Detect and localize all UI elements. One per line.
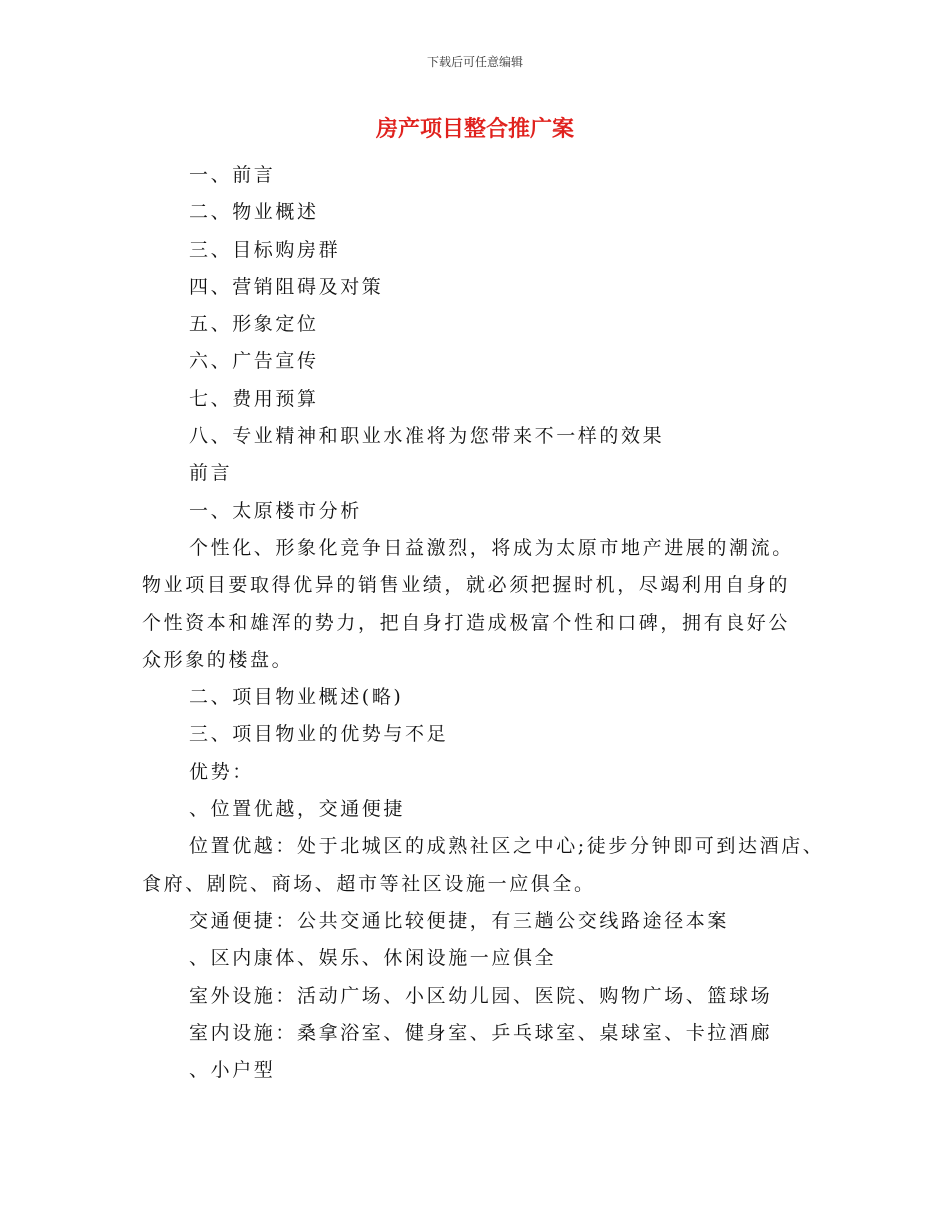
paragraph-line: 个性化、形象化竞争日益激烈，将成为太原市地产进展的潮流。 — [189, 536, 794, 559]
paragraph-line: 一、太原楼市分析 — [189, 499, 362, 522]
paragraph-line: 食府、剧院、商场、超市等社区设施一应俱全。 — [142, 872, 596, 895]
paragraph-line: 优势： — [189, 760, 254, 783]
page-header: 下载后可任意编辑 — [426, 55, 523, 69]
paragraph-line: 、小户型 — [189, 1059, 276, 1082]
paragraph-line: 个性资本和雄浑的势力，把自身打造成极富个性和口碑，拥有良好公 — [142, 611, 791, 634]
paragraph-line: 室外设施：活动广场、小区幼儿园、医院、购物广场、篮球场 — [189, 984, 773, 1007]
paragraph-line: 三、项目物业的优势与不足 — [189, 723, 449, 746]
paragraph-line: 二、项目物业概述(略) — [189, 686, 404, 709]
paragraph-line: 五、形象定位 — [189, 313, 319, 336]
paragraph-line: 六、广告宣传 — [189, 350, 319, 373]
paragraph-line: 、区内康体、娱乐、休闲设施一应俱全 — [189, 947, 557, 970]
paragraph-line: 三、目标购房群 — [189, 238, 341, 261]
paragraph-line: 前言 — [189, 462, 233, 485]
paragraph-line: 众形象的楼盘。 — [142, 648, 294, 671]
paragraph-line: 一、前言 — [189, 164, 276, 186]
paragraph-line: 物业项目要取得优异的销售业绩，就必须把握时机，尽竭利用自身的 — [142, 574, 791, 597]
paragraph-line: 交通便捷：公共交通比较便捷，有三趟公交线路途径本案 — [189, 909, 730, 932]
paragraph-line: 室内设施：桑拿浴室、健身室、乒乓球室、桌球室、卡拉酒廊 — [189, 1021, 773, 1044]
paragraph-line: 二、物业概述 — [189, 201, 319, 224]
paragraph-line: 位置优越：处于北城区的成熟社区之中心;徒步分钟即可到达酒店、 — [189, 835, 825, 858]
paragraph-line: 、位置优越，交通便捷 — [189, 798, 406, 821]
paragraph-line: 八、专业精神和职业水准将为您带来不一样的效果 — [189, 425, 665, 448]
paragraph-line: 七、费用预算 — [189, 387, 319, 410]
document-body — [142, 157, 832, 1089]
paragraph-line: 四、营销阻碍及对策 — [189, 275, 384, 298]
document-title: 房产项目整合推广案 — [375, 116, 574, 142]
